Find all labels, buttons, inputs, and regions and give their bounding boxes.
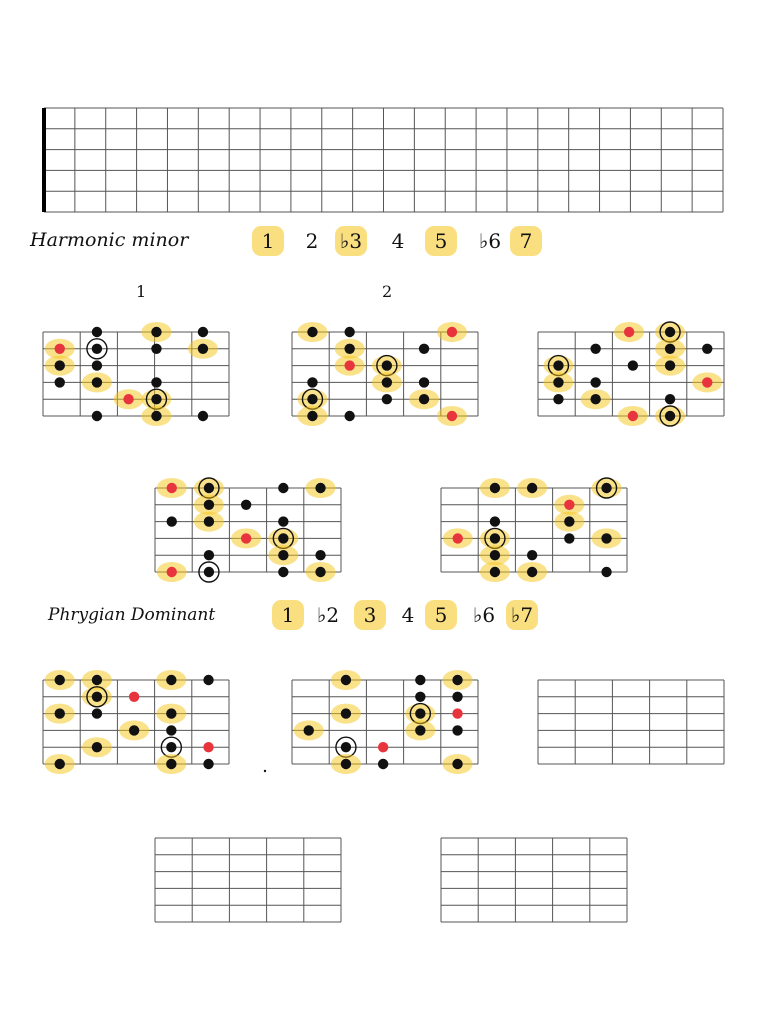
scale-dot xyxy=(601,533,611,543)
scale-dot xyxy=(129,725,139,735)
scale-dot xyxy=(198,327,208,337)
scale-dot xyxy=(344,344,354,354)
scale-dot xyxy=(204,516,214,526)
pd-diagram-2 xyxy=(292,670,478,774)
scale-dot xyxy=(344,411,354,421)
red-note xyxy=(447,411,457,421)
scale-dot xyxy=(341,759,351,769)
scale-dot xyxy=(665,411,675,421)
harmonic-minor-degrees xyxy=(252,226,542,256)
degree-5: 5 xyxy=(434,229,448,253)
scale-dot xyxy=(151,411,161,421)
scale-dot xyxy=(278,483,288,493)
scale-dot xyxy=(419,377,429,387)
red-note xyxy=(702,377,712,387)
scale-dot xyxy=(415,725,425,735)
scale-dot xyxy=(553,394,563,404)
scale-dot xyxy=(590,344,600,354)
red-note xyxy=(167,567,177,577)
scale-dot xyxy=(92,411,102,421)
scale-dot xyxy=(341,742,351,752)
scale-dot xyxy=(92,360,102,370)
scale-dot xyxy=(415,708,425,718)
scale-dot xyxy=(490,550,500,560)
scale-dot xyxy=(344,327,354,337)
scale-dot xyxy=(92,327,102,337)
scale-dot xyxy=(590,377,600,387)
scale-dot xyxy=(415,675,425,685)
degree-1: 1 xyxy=(281,603,295,627)
degree-4: 4 xyxy=(401,603,415,627)
scale-dot xyxy=(204,483,214,493)
scale-dot xyxy=(278,533,288,543)
phrygian-dominant-degrees xyxy=(272,600,538,630)
scale-dot xyxy=(307,377,317,387)
scale-dot xyxy=(665,394,675,404)
scale-dot xyxy=(307,394,317,404)
scale-dot xyxy=(452,675,462,685)
scale-dot xyxy=(92,675,102,685)
scale-dot xyxy=(92,692,102,702)
degree-5: 5 xyxy=(434,603,448,627)
scale-dot xyxy=(166,675,176,685)
scale-dot xyxy=(278,550,288,560)
degree-7: 7 xyxy=(519,229,533,253)
scale-dot xyxy=(553,377,563,387)
scale-dot xyxy=(419,344,429,354)
scale-dot xyxy=(527,483,537,493)
scale-dot xyxy=(553,360,563,370)
stray-pen-dot xyxy=(264,770,266,772)
scale-dot xyxy=(204,567,214,577)
scale-dot xyxy=(55,360,65,370)
scale-dot xyxy=(307,327,317,337)
scale-dot xyxy=(452,692,462,702)
scale-dot xyxy=(92,377,102,387)
scale-dot xyxy=(92,344,102,354)
scale-dot xyxy=(304,725,314,735)
scale-dot xyxy=(382,377,392,387)
degree-1: 1 xyxy=(261,229,275,253)
scale-dot xyxy=(92,742,102,752)
position-number-1: 1 xyxy=(136,282,147,301)
red-note xyxy=(564,500,574,510)
degree-2: ♭2 xyxy=(316,603,340,627)
scale-dot xyxy=(198,344,208,354)
degree-3: ♭3 xyxy=(339,229,363,253)
pd-diagram-5-empty xyxy=(441,838,627,922)
scale-dot xyxy=(590,394,600,404)
scale-dot xyxy=(241,500,251,510)
scale-dot xyxy=(452,725,462,735)
scale-dot xyxy=(166,742,176,752)
degree-6: ♭6 xyxy=(472,603,496,627)
scale-dot xyxy=(527,550,537,560)
scale-dot xyxy=(628,360,638,370)
scale-dot xyxy=(341,675,351,685)
harmonic-minor-label: Harmonic minor xyxy=(30,229,189,251)
scale-dot xyxy=(564,516,574,526)
scale-dot xyxy=(151,377,161,387)
degree-3: 3 xyxy=(363,603,377,627)
scale-dot xyxy=(490,516,500,526)
scale-dot xyxy=(665,360,675,370)
scale-dot xyxy=(315,483,325,493)
hm-diagram-5 xyxy=(441,478,627,582)
scale-dot xyxy=(382,394,392,404)
scale-dot xyxy=(341,708,351,718)
red-note xyxy=(378,742,388,752)
pd-diagram-1 xyxy=(43,670,229,774)
hm-diagram-3 xyxy=(538,322,724,426)
scale-dot xyxy=(415,692,425,702)
scale-dot xyxy=(278,567,288,577)
scale-dot xyxy=(564,533,574,543)
scale-dot xyxy=(203,759,213,769)
scale-dot xyxy=(665,344,675,354)
scale-dot xyxy=(204,550,214,560)
red-note xyxy=(203,742,213,752)
scale-dot xyxy=(166,725,176,735)
hm-diagram-2 xyxy=(292,322,478,426)
red-note xyxy=(123,394,133,404)
red-note xyxy=(167,483,177,493)
full-fretboard xyxy=(44,108,723,212)
scale-dot xyxy=(198,411,208,421)
scale-dot xyxy=(452,759,462,769)
scale-dot xyxy=(151,344,161,354)
degree-4: 4 xyxy=(391,229,405,253)
scale-dot xyxy=(166,708,176,718)
scale-dot xyxy=(166,759,176,769)
scale-dot xyxy=(315,567,325,577)
hm-diagram-1 xyxy=(43,322,229,426)
red-note xyxy=(55,344,65,354)
scale-dot xyxy=(151,327,161,337)
scale-dot xyxy=(601,483,611,493)
position-number-2: 2 xyxy=(382,282,393,301)
scale-dot xyxy=(55,675,65,685)
hm-diagram-4 xyxy=(155,478,341,582)
scale-dot xyxy=(490,533,500,543)
scale-dot xyxy=(204,500,214,510)
red-note xyxy=(628,411,638,421)
scale-dot xyxy=(419,394,429,404)
scale-dot xyxy=(278,516,288,526)
scale-dot xyxy=(702,344,712,354)
scale-dot xyxy=(151,394,161,404)
pd-diagram-3-empty xyxy=(538,680,724,764)
red-note xyxy=(129,692,139,702)
phrygian-dominant-label: Phrygian Dominant xyxy=(48,605,216,625)
scale-dot xyxy=(490,483,500,493)
scale-dot xyxy=(378,759,388,769)
scale-dot xyxy=(203,675,213,685)
scale-dot xyxy=(55,759,65,769)
scale-dot xyxy=(601,567,611,577)
scale-dot xyxy=(55,708,65,718)
degree-2: 2 xyxy=(305,229,319,253)
degree-7: ♭7 xyxy=(510,603,534,627)
scale-dot xyxy=(382,360,392,370)
red-note xyxy=(624,327,634,337)
scale-dot xyxy=(307,411,317,421)
scale-dot xyxy=(92,708,102,718)
red-note xyxy=(452,708,462,718)
red-note xyxy=(344,360,354,370)
scale-dot xyxy=(665,327,675,337)
red-note xyxy=(447,327,457,337)
phrygian-dominant-diagrams xyxy=(43,670,724,922)
scale-dot xyxy=(490,567,500,577)
harmonic-minor-diagrams xyxy=(43,322,724,582)
red-note xyxy=(453,533,463,543)
scale-dot xyxy=(527,567,537,577)
scale-dot xyxy=(55,377,65,387)
scale-dot xyxy=(167,516,177,526)
scale-dot xyxy=(315,550,325,560)
red-note xyxy=(241,533,251,543)
degree-6: ♭6 xyxy=(478,229,502,253)
pd-diagram-4-empty xyxy=(155,838,341,922)
